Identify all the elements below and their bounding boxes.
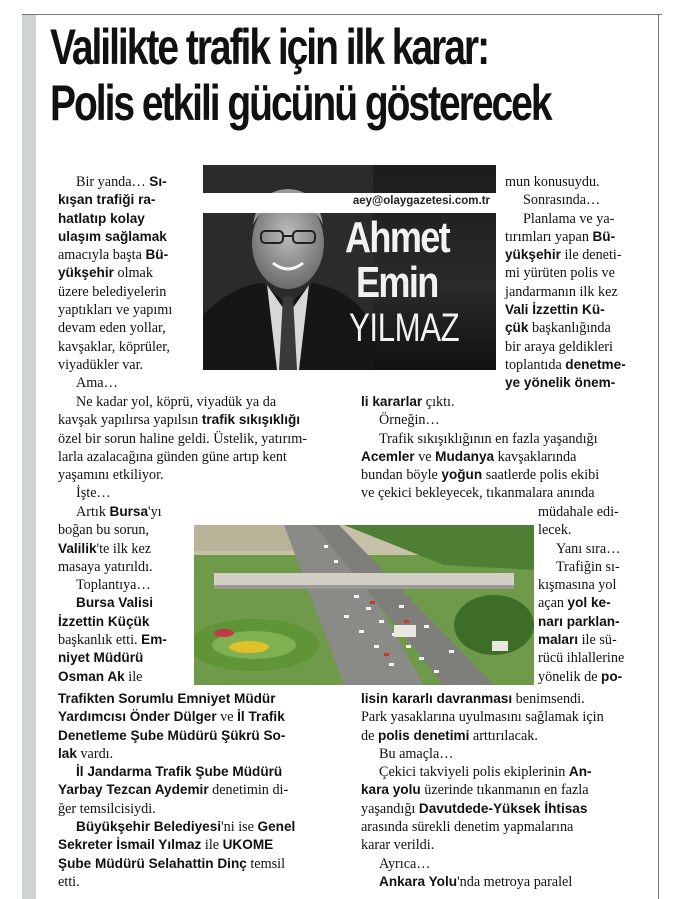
col1b-line: Bursa Valisi	[76, 595, 154, 611]
col1b-line: başkanlık etti. Em-	[58, 632, 167, 649]
wide3-line: ve çekici bekleyecek, tıkanmalara anında	[361, 485, 595, 502]
col3mid-line: müdahale edi-	[538, 504, 619, 520]
author-middle-name: Emin	[356, 258, 438, 307]
headline-line-2: Polis etkili gücünü gösterecek	[50, 75, 551, 131]
page-border-top	[22, 14, 662, 15]
col3top-line: mun konusuydu.	[505, 174, 600, 190]
page-margin-strip	[22, 14, 36, 899]
wide2-line: İl Jandarma Trafik Şube Müdürü	[76, 764, 283, 780]
col3top-line: Vali İzzettin Kü-	[505, 302, 605, 318]
col3top-line: yükşehir ile deneti-	[505, 247, 622, 264]
wide3-line: Acemler ve Mudanya kavşaklarında	[361, 448, 577, 465]
wide2-line: Büyükşehir Belediyesi'ni ise Genel	[76, 819, 296, 836]
wide4-line: Çekici takviyeli polis ekiplerinin An-	[379, 764, 592, 781]
wide4-line: yaşandığı Davutdede-Yüksek İhtisas	[361, 800, 588, 817]
wide3-line: Trafik sıkışıklığının en fazla yaşandığı	[379, 430, 598, 447]
col1-line: kavşaklar, köprüler,	[58, 338, 170, 355]
text-block-wide-2	[58, 690, 358, 891]
wide1-line: kavşak yapılırsa yapılsın trafik sıkışıklığı	[58, 412, 301, 429]
wide1-line: yaşamını etkiliyor.	[58, 467, 164, 484]
col3mid-line: Yanı sıra…	[556, 540, 621, 557]
col3top-line: ye yönelik önem-	[505, 375, 616, 391]
email-bar	[203, 193, 496, 213]
col3mid-line: yönelik de po-	[538, 668, 623, 685]
wide4-line: lisin kararlı davranması benimsendi.	[361, 691, 585, 707]
col1-line: kışan trafiği ra-	[58, 192, 156, 208]
wide2-line: Trafikten Sorumlu Emniyet Müdür	[58, 691, 276, 706]
author-first-name: Ahmet	[345, 213, 450, 262]
col3top-line: Sonrasında…	[523, 192, 601, 209]
wide2-line: ğer temsilcisiydi.	[58, 800, 156, 817]
col1b-line: boğan bu sorun,	[58, 522, 150, 539]
traffic-interchange-photo	[194, 525, 534, 685]
wide4-line: Ankara Yolu'nda metroya paralel	[379, 873, 573, 890]
col3top-line: jandarmanın ilk kez	[505, 283, 618, 300]
wide2-line: Yarbay Tezcan Aydemir denetimin di-	[58, 782, 289, 799]
wide1-line: İşte…	[76, 485, 111, 502]
col3mid-line: rücü ihlallerine	[538, 650, 625, 667]
col1b-line: İzzettin Küçük	[58, 613, 150, 629]
wide2-line: Yardımcısı Önder Dülger ve İl Trafik	[58, 709, 285, 726]
headline-line-1: Valilikte trafik için ilk karar:	[50, 19, 489, 75]
page-border-right	[658, 14, 659, 899]
col1b-line: masaya yatırıldı.	[58, 558, 153, 575]
col3mid-line: kışmasına yol	[538, 577, 617, 594]
col1-line: amacıyla başta Bü-	[58, 247, 169, 264]
wide2-line: Sekreter İsmail Yılmaz ile UKOME	[58, 837, 274, 854]
col1-line: üzere belediyelerin	[58, 283, 167, 300]
col1-line: viyadükler var.	[58, 356, 144, 373]
text-block-wide-1	[58, 393, 358, 503]
col1-line: hatlatıp kolay	[58, 210, 145, 226]
col1b-line: Osman Ak ile	[58, 668, 143, 685]
wide4-line: karar verildi.	[361, 837, 435, 854]
col1b-line: Valilik'te ilk kez	[58, 540, 152, 557]
text-column-1-top	[58, 173, 198, 393]
wide3-line: li kararlar çıktı.	[361, 394, 455, 410]
wide4-line: kara yolu üzerinde tıkanmanın en fazla	[361, 782, 589, 799]
col1b-line: Artık Bursa'yı	[76, 504, 162, 520]
text-column-3-top	[505, 173, 645, 393]
wide1-line: larla azalacağına günden güne artıp kent	[58, 448, 287, 465]
col3mid-line: Trafiğin sı-	[556, 558, 620, 575]
col3top-line: Planlama ve ya-	[523, 210, 615, 227]
text-column-3-mid	[538, 503, 648, 686]
col1-line: yükşehir olmak	[58, 265, 153, 282]
wide4-line: Park yasaklarına uyulmasını sağlamak için	[361, 709, 604, 726]
col1-line: Bir yanda… Sı-	[76, 174, 167, 190]
col1-line: yaptıkları ve yapımı	[58, 302, 173, 319]
author-email[interactable]: aey@olaygazetesi.com.tr	[352, 195, 490, 207]
wide2-line: lak vardı.	[58, 745, 114, 762]
col3mid-line: narı parklan-	[538, 613, 620, 629]
wide4-line: de polis denetimi arttırılacak.	[361, 727, 538, 744]
wide3-line: bundan böyle yoğun saatlerde polis ekibi	[361, 467, 600, 484]
col3top-line: mi yürüten polis ve	[505, 265, 615, 282]
wide4-line: Bu amaçla…	[379, 745, 454, 762]
col3top-line: toplantıda denetme-	[505, 356, 626, 373]
wide1-line: Ne kadar yol, köprü, viyadük ya da	[76, 394, 277, 410]
col1b-line: niyet Müdürü	[58, 650, 144, 666]
col3top-line: tırımları yapan Bü-	[505, 228, 616, 245]
col3top-line: çük başkanlığında	[505, 320, 611, 337]
col3mid-line: maları ile sü-	[538, 632, 617, 649]
wide2-line: etti.	[58, 873, 80, 890]
wide1-line: özel bir sorun haline geldi. Üstelik, yatırım-	[58, 430, 308, 447]
text-block-wide-4	[361, 690, 646, 891]
text-column-1-mid	[58, 503, 198, 686]
wide4-line: Ayrıca…	[379, 855, 431, 872]
wide4-line: arasında sürekli denetim yapmalarına	[361, 819, 574, 836]
wide2-line: Denetleme Şube Müdürü Şükrü So-	[58, 727, 286, 743]
author-last-name: YILMAZ	[349, 306, 460, 350]
col3mid-line: açan yol ke-	[538, 595, 611, 612]
col3mid-line: lecek.	[538, 522, 572, 539]
col1-line: Ama…	[76, 375, 118, 392]
col3top-line: bir araya geldikleri	[505, 338, 613, 355]
col1-line: ulaşım sağlamak	[58, 228, 167, 244]
col1-line: devam eden yollar,	[58, 320, 166, 337]
headline	[50, 19, 551, 134]
wide3-line: Örneğin…	[379, 412, 440, 429]
col1b-line: Toplantıya…	[76, 577, 151, 594]
wide2-line: Şube Müdürü Selahattin Dinç temsil	[58, 855, 286, 872]
text-block-wide-3	[361, 393, 646, 503]
